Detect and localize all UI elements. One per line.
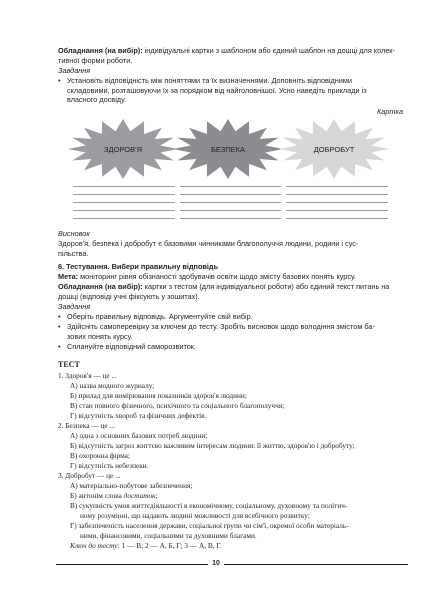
answer-line: [73, 186, 175, 187]
bullet-icon: •: [58, 342, 61, 351]
section-equipment-text: картки з тестом (для індивідуальної роботи) або єдиний текст питань на: [142, 282, 390, 291]
bullet-text: зових понять курсу.: [67, 331, 133, 341]
option: А) назва модного журналу;: [70, 381, 155, 390]
antonym-word: достаток: [123, 491, 156, 500]
conclusion-text: [58, 239, 403, 258]
conclusion-line: пільства.: [58, 248, 89, 258]
equipment-text: індивідуальні картки з шаблоном або єдиний шаблон на дошці для колек-: [142, 46, 395, 55]
bullet-icon: •: [58, 312, 61, 321]
option: В) охоронна фірма;: [70, 451, 130, 460]
task-line: складовими, розташовуючи їх за порядком від найголовнішої. Усно наведіть приклади із: [67, 85, 367, 95]
conclusion-line: Здоров'я, безпека і добробут є базовими чинниками благополуччя людини, родини і сус-: [58, 239, 359, 248]
answer-line: [180, 194, 281, 195]
answer-line: [180, 202, 281, 203]
option: А) одна з основних базових потреб людини;: [70, 431, 208, 440]
question-3: 3. Добробут — це ...: [58, 471, 121, 480]
section-heading: 6. Тестування. Вибери правильну відповідь: [58, 262, 219, 271]
answer-key-label: Ключ до тесту:: [70, 541, 120, 550]
answer-line: [286, 186, 388, 187]
option-continued: ними, фінансовими, соціальними та духовними благами.: [80, 531, 257, 540]
question-2: 2. Безпека — це ...: [58, 421, 115, 430]
section-equipment-label: Обладнання (на вибір):: [58, 282, 143, 291]
answer-line: [180, 186, 281, 187]
goal-label: Мета:: [58, 272, 79, 281]
option: Б) прилад для вимірювання показників здоров'я людини;: [70, 391, 247, 400]
answer-line: [286, 210, 388, 211]
star-label-safety: БЕЗПЕКА: [210, 145, 246, 154]
answer-line: [180, 210, 281, 211]
equipment-label: Обладнання (на вибір):: [58, 46, 143, 55]
answer-line: [73, 194, 175, 195]
option: В) стан повного фізичного, психічного та соціального благополуччя;: [70, 401, 285, 410]
answer-line: [73, 218, 175, 219]
antonym-tail: ;: [155, 491, 158, 500]
goal-paragraph: [58, 272, 403, 282]
answer-line: [286, 194, 388, 195]
question-1: 1. Здоров'я — це ...: [58, 371, 117, 380]
option: Г) забезпеченість населення держави, соціальної групи чи сім'ї, окремої особи матеріаль-: [70, 521, 349, 530]
bullet-text: Сплануйте відповідний саморозвиток.: [67, 342, 197, 351]
option: Б) відсутність загроз життєво важливим інтересам людини: її життю, здоров'ю і добробуту;: [70, 441, 355, 450]
section-equipment-text-2: дошці (відповіді учні фіксують у зошитах).: [58, 291, 200, 301]
answer-key: [70, 541, 405, 551]
conclusion-label: Висновок: [58, 229, 90, 238]
task-line: власного досвіду.: [67, 95, 127, 105]
task-line: Установіть відповідність між поняттями та їх визначеннями. Доповніть відповідними: [67, 76, 352, 85]
page-number: 10: [208, 558, 224, 570]
footer-rule: [56, 564, 408, 565]
star-label-health: ЗДОРОВ'Я: [104, 145, 142, 154]
card-label: Картка: [377, 107, 403, 116]
star-label-welfare: ДОБРОБУТ: [313, 145, 355, 154]
answer-line: [73, 202, 175, 203]
section-task-label: Завдання: [58, 302, 91, 311]
option: Г) відсутність хвороб та фізичних дефектів.: [70, 411, 207, 420]
option: Г) відсутність небезпеки.: [70, 461, 149, 470]
bullet-icon: •: [58, 76, 61, 85]
option: А) матеріально-побутове забезпечення;: [70, 481, 193, 490]
goal-text: моніторинг рівня обізнаності здобувачів освіти щодо змісту базових понять курсу.: [78, 272, 356, 281]
answer-line: [286, 218, 388, 219]
bullet-text: Здійсніть самоперевірку за ключем до тесту. Зробіть висновок щодо володіння змістом ба-: [67, 322, 375, 331]
option-text: Б) антонім слова: [70, 491, 124, 500]
answer-key-text: 1 — В; 2 — А, Б, Г; 3 — А, В, Г.: [119, 541, 222, 550]
answer-line: [73, 210, 175, 211]
option: [70, 491, 405, 501]
answer-line: [286, 202, 388, 203]
test-title: ТЕСТ: [58, 360, 80, 369]
bullet-icon: •: [58, 322, 61, 331]
equipment-text-2: тивної форми роботи.: [58, 55, 133, 65]
option-continued: ному розумінні, що надають людині можливості для всебічного розвитку;: [80, 511, 310, 520]
answer-line: [180, 218, 281, 219]
option: В) сукупність умов життєдіяльності в економічному, соціальному, духовному та політич-: [70, 501, 348, 510]
section-equipment: [58, 282, 403, 301]
task-label: Завдання: [58, 66, 91, 75]
bullet-text: Оберіть правильну відповідь. Аргументуйте свій вибір.: [67, 312, 253, 321]
